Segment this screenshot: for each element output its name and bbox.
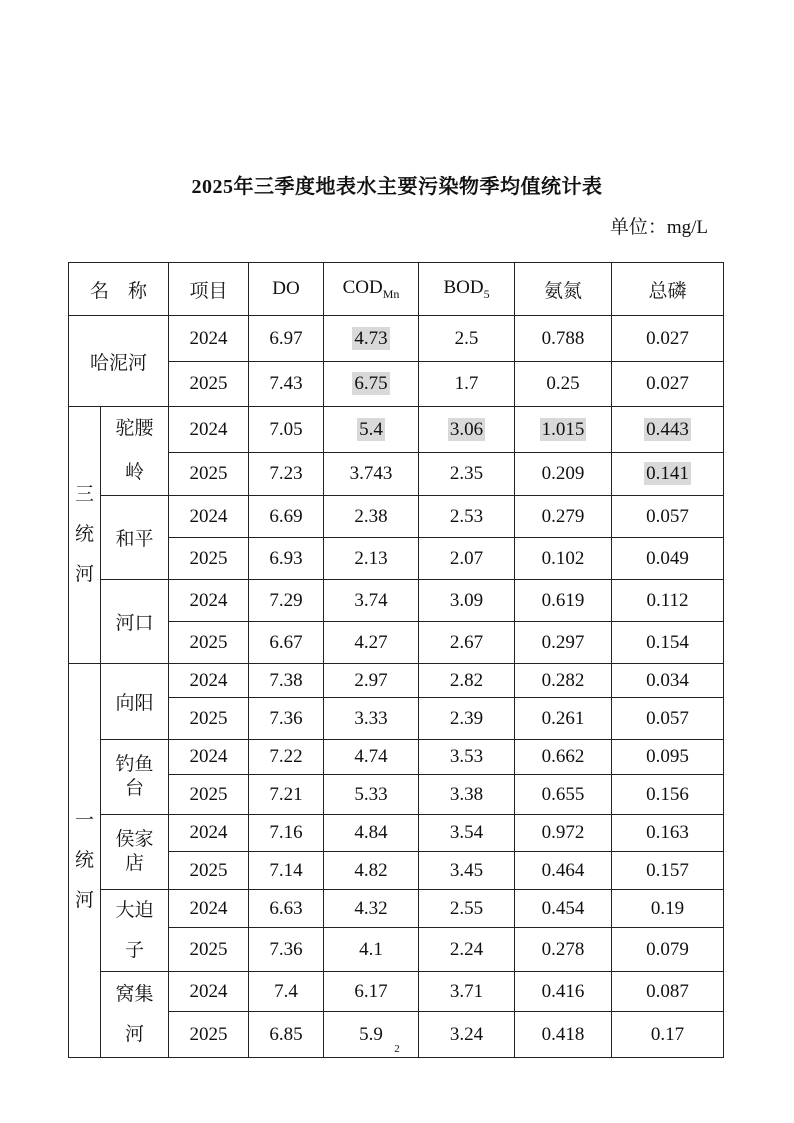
ammonia-cell: 0.418 [515,1012,612,1058]
phosphorus-cell [612,453,724,496]
do-cell: 7.43 [249,362,324,407]
do-cell: 6.97 [249,316,324,362]
cod-cell: 5.33 [324,775,419,815]
bod-cell: 3.45 [419,852,515,890]
table-row [69,664,724,698]
do-cell: 7.23 [249,453,324,496]
do-cell: 6.69 [249,496,324,538]
bod-cell: 3.24 [419,1012,515,1058]
ammonia-cell: 0.279 [515,496,612,538]
bod-cell: 2.35 [419,453,515,496]
table-row [69,815,724,852]
year-cell: 2025 [169,775,249,815]
highlighted-value: 0.443 [646,418,689,440]
station-label: 窝集河 [115,983,154,1045]
phosphorus-cell [612,407,724,453]
table-row [69,890,724,928]
phosphorus-cell: 0.034 [612,664,724,698]
ammonia-cell: 0.278 [515,928,612,972]
year-cell: 2024 [169,972,249,1012]
header-bod-base: BOD [443,276,484,298]
do-cell: 6.85 [249,1012,324,1058]
header-bod [419,263,515,316]
ammonia-cell: 0.297 [515,622,612,664]
bod-cell: 3.71 [419,972,515,1012]
cod-cell: 4.1 [324,928,419,972]
table-row [69,316,724,362]
ammonia-cell: 0.102 [515,538,612,580]
ammonia-cell: 0.454 [515,890,612,928]
header-item: 项目 [169,263,249,316]
cod-cell: 4.84 [324,815,419,852]
page-number: 2 [394,1043,400,1055]
year-cell: 2025 [169,362,249,407]
bod-cell: 2.53 [419,496,515,538]
ammonia-cell: 0.788 [515,316,612,362]
station-label: 大迫子 [115,899,154,961]
header-cod [324,263,419,316]
do-cell: 7.16 [249,815,324,852]
bod-cell: 2.39 [419,698,515,740]
phosphorus-cell: 0.057 [612,496,724,538]
pollutant-table [68,262,724,1058]
year-cell: 2025 [169,698,249,740]
station-name [101,740,169,815]
cod-cell: 3.74 [324,580,419,622]
do-cell: 6.63 [249,890,324,928]
bod-cell [419,407,515,453]
cod-cell: 5.9 [324,1012,419,1058]
do-cell: 7.36 [249,928,324,972]
year-cell: 2025 [169,1012,249,1058]
cod-cell: 3.743 [324,453,419,496]
header-row [69,263,724,316]
phosphorus-cell: 0.095 [612,740,724,775]
table-row [69,740,724,775]
cod-cell: 4.82 [324,852,419,890]
cod-cell [324,362,419,407]
cod-cell: 2.13 [324,538,419,580]
do-cell: 7.29 [249,580,324,622]
cod-cell [324,316,419,362]
phosphorus-cell: 0.17 [612,1012,724,1058]
station-name: 河口 [101,580,169,664]
bod-cell: 3.38 [419,775,515,815]
year-cell: 2024 [169,496,249,538]
cod-cell: 4.32 [324,890,419,928]
station-name [101,815,169,890]
station-label: 钓鱼台 [115,754,154,799]
station-name [101,407,169,496]
cod-cell [324,407,419,453]
table-row [69,407,724,453]
ammonia-cell [515,407,612,453]
phosphorus-cell: 0.156 [612,775,724,815]
cod-cell: 2.38 [324,496,419,538]
bod-cell: 3.54 [419,815,515,852]
year-cell: 2024 [169,407,249,453]
ammonia-cell: 0.972 [515,815,612,852]
station-label: 侯家店 [115,829,154,874]
cod-cell: 6.17 [324,972,419,1012]
ammonia-cell: 0.261 [515,698,612,740]
do-cell: 7.38 [249,664,324,698]
do-cell: 7.22 [249,740,324,775]
phosphorus-cell: 0.112 [612,580,724,622]
cod-cell: 3.33 [324,698,419,740]
ammonia-cell: 0.209 [515,453,612,496]
do-cell: 6.67 [249,622,324,664]
header-cod-base: COD [342,276,383,298]
phosphorus-cell: 0.079 [612,928,724,972]
phosphorus-cell: 0.19 [612,890,724,928]
bod-cell: 1.7 [419,362,515,407]
highlighted-value: 0.141 [646,463,689,485]
bod-cell: 2.55 [419,890,515,928]
bod-cell: 2.5 [419,316,515,362]
ammonia-cell: 0.25 [515,362,612,407]
bod-cell: 3.53 [419,740,515,775]
do-cell: 7.21 [249,775,324,815]
year-cell: 2025 [169,852,249,890]
year-cell: 2025 [169,928,249,972]
do-cell: 6.93 [249,538,324,580]
table-row [69,496,724,538]
river-name: 三统河 [74,484,94,585]
highlighted-value: 1.015 [541,418,585,440]
bod-cell: 2.67 [419,622,515,664]
bod-cell: 2.07 [419,538,515,580]
phosphorus-cell: 0.154 [612,622,724,664]
cod-cell: 4.74 [324,740,419,775]
year-cell: 2024 [169,316,249,362]
ammonia-cell: 0.416 [515,972,612,1012]
year-cell: 2025 [169,453,249,496]
cod-cell: 4.27 [324,622,419,664]
highlighted-value: 5.4 [359,418,383,440]
station-name: 和平 [101,496,169,580]
ammonia-cell: 0.655 [515,775,612,815]
phosphorus-cell: 0.057 [612,698,724,740]
year-cell: 2024 [169,580,249,622]
year-cell: 2024 [169,815,249,852]
header-name: 名 称 [69,263,169,316]
river-name: 一统河 [74,809,94,911]
do-cell: 7.05 [249,407,324,453]
year-cell: 2024 [169,890,249,928]
station-label: 驼腰岭 [115,418,154,483]
ammonia-cell: 0.464 [515,852,612,890]
header-do: DO [249,263,324,316]
cod-cell: 2.97 [324,664,419,698]
highlighted-value: 3.06 [449,418,484,440]
year-cell: 2024 [169,664,249,698]
table-row [69,972,724,1012]
ammonia-cell: 0.619 [515,580,612,622]
highlighted-value: 4.73 [354,327,388,349]
ammonia-cell: 0.282 [515,664,612,698]
unit-label: 单位：mg/L [609,217,708,238]
header-ammonia: 氨氮 [515,263,612,316]
phosphorus-cell: 0.087 [612,972,724,1012]
year-cell: 2025 [169,622,249,664]
highlighted-value: 6.75 [354,373,388,394]
phosphorus-cell: 0.163 [612,815,724,852]
year-cell: 2025 [169,538,249,580]
header-cod-sub: Mn [382,286,400,301]
phosphorus-cell: 0.157 [612,852,724,890]
station-name [101,890,169,972]
phosphorus-cell: 0.027 [612,362,724,407]
ammonia-cell: 0.662 [515,740,612,775]
bod-cell: 3.09 [419,580,515,622]
bod-cell: 2.82 [419,664,515,698]
header-phosphorus: 总磷 [612,263,724,316]
river-name-vertical [69,407,101,664]
bod-cell: 2.24 [419,928,515,972]
year-cell: 2024 [169,740,249,775]
phosphorus-cell: 0.049 [612,538,724,580]
do-cell: 7.14 [249,852,324,890]
header-bod-sub: 5 [483,286,490,301]
do-cell: 7.4 [249,972,324,1012]
table-row [69,580,724,622]
river-name: 哈泥河 [69,316,169,407]
station-name: 向阳 [101,664,169,740]
page-title: 2025年三季度地表水主要污染物季均值统计表 [191,176,603,198]
do-cell: 7.36 [249,698,324,740]
phosphorus-cell: 0.027 [612,316,724,362]
river-name-vertical [69,664,101,1058]
